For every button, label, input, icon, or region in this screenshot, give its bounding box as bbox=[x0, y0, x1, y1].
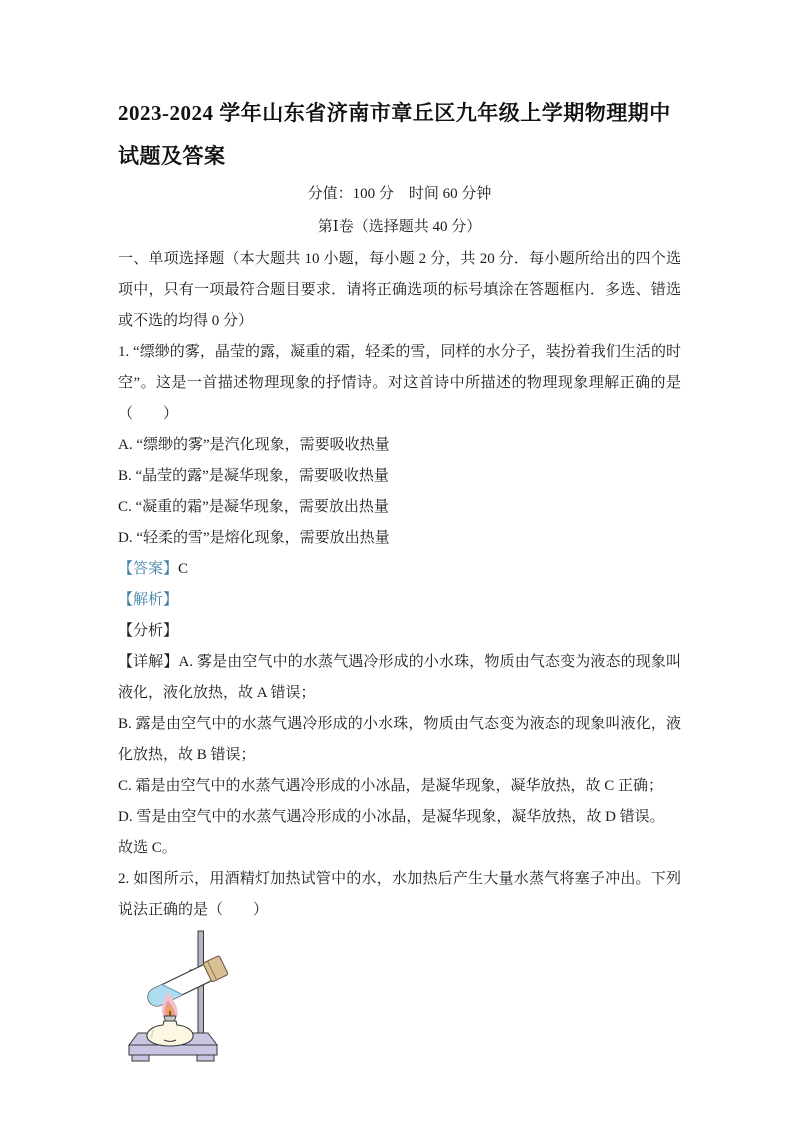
q1-detail-c: C. 霜是由空气中的水蒸气遇冷形成的小冰晶，是凝华现象，凝华放热，故 C 正确； bbox=[118, 778, 664, 794]
stand-base-foot-right bbox=[197, 1055, 214, 1061]
section-header: 第Ⅰ卷（选择题共 40 分） bbox=[317, 219, 482, 235]
q1-analysis-label: 【分析】 bbox=[118, 623, 179, 639]
wick-holder bbox=[164, 1016, 176, 1021]
answer-value: C bbox=[178, 561, 189, 577]
page-title-line2: 试题及答案 bbox=[118, 144, 226, 168]
answer-label: 【答案】 bbox=[118, 561, 179, 577]
q2-experiment-figure bbox=[118, 928, 303, 1076]
q1-option-d: D. “轻柔的雪”是熔化现象，需要放出热量 bbox=[118, 530, 390, 546]
stand-base-foot-left bbox=[132, 1055, 149, 1061]
test-tube-group bbox=[144, 955, 228, 1010]
q1-answer-line bbox=[118, 554, 681, 585]
page-title-line1: 2023-2024 学年山东省济南市章丘区九年级上学期物理期中 bbox=[118, 101, 671, 125]
page-title bbox=[118, 92, 681, 178]
alcohol-lamp-body bbox=[147, 1021, 193, 1046]
stand-base-front bbox=[129, 1045, 217, 1055]
score-time-line: 分值：100 分 时间 60 分钟 bbox=[307, 186, 492, 202]
q1-option-a: A. “缥缈的雾”是汽化现象，需要吸收热量 bbox=[118, 437, 390, 453]
q2-stem: 2. 如图所示，用酒精灯加热试管中的水，水加热后产生大量水蒸气将塞子冲出。下列说法正确的是（ ） bbox=[118, 871, 681, 918]
lab-apparatus-illustration bbox=[118, 928, 303, 1076]
q1-detail-b: B. 露是由空气中的水蒸气遇冷形成的小水珠，物质由气态变为液态的现象叫液化，液化放热，故 B 错误； bbox=[118, 716, 681, 763]
q1-conclusion: 故选 C。 bbox=[118, 840, 177, 856]
q1-stem: 1. “缥缈的雾，晶莹的露，凝重的霜，轻柔的雪，同样的水分子，装扮着我们生活的时空”。这是一首描述物理现象的抒情诗。对这首诗中所描述的物理现象理解正确的是（ ） bbox=[118, 344, 681, 422]
q1-detail-a: 【详解】A. 雾是由空气中的水蒸气遇冷形成的小水珠，物质由气态变为液态的现象叫液化，液化放热，故 A 错误； bbox=[118, 654, 681, 701]
q1-option-b: B. “晶莹的露”是凝华现象，需要吸收热量 bbox=[118, 468, 389, 484]
question-type-intro: 一、单项选择题（本大题共 10 小题，每小题 2 分，共 20 分．每小题所给出的四个选项中，只有一项最符合题目要求．请将正确选项的标号填涂在答题框内．多选、错选或不选的均得 0 分） bbox=[118, 251, 681, 329]
q1-explanation-label: 【解析】 bbox=[118, 592, 179, 608]
q1-option-c: C. “凝重的霜”是凝华现象，需要放出热量 bbox=[118, 499, 389, 515]
q1-detail-d: D. 雪是由空气中的水蒸气遇冷形成的小冰晶，是凝华现象，凝华放热，故 D 错误。 bbox=[118, 809, 665, 825]
